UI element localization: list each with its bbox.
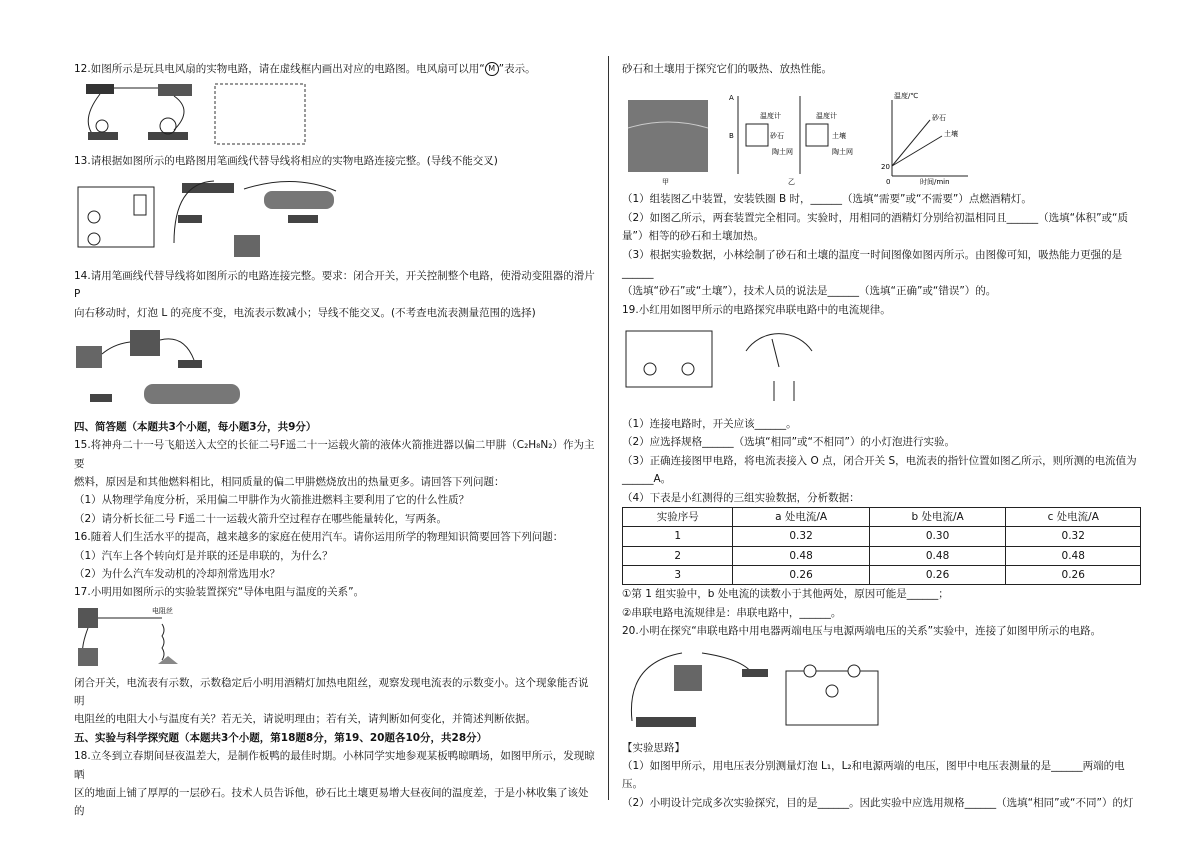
q14-figure [74,324,596,416]
fig-b-label: B [729,132,734,141]
table-cell: 0.48 [733,546,869,565]
question-17: 17.小明用如图所示的实验装置探究“导体电阻与温度的关系”。 [74,586,365,599]
question-18-3a: （3）根据实验数据，小林绘制了砂石和土壤的温度一时间图像如图丙所示。由图像可知，吸热能力更强的是______ [622,248,1123,279]
current-data-table [622,507,1141,586]
q17-figure [74,604,596,672]
question-18-2a: （2）如图乙所示，两套装置完全相同。实验时，用相同的酒精灯分别给初温相同且______（选填“体积”或“质 [622,211,1128,224]
question-20: 20.小明在探究“串联电路中用电器两端电压与电源两端电压的关系”实验中，连接了如图甲所示的电路。 [622,625,1102,638]
q12-figure [74,80,596,150]
toy-fan-circuit-image [74,80,384,150]
question-18-1: （1）组装图乙中装置，安装铁圈 B 时，______（选填“需要”或“不需要”）点燃酒精灯。 [622,193,1032,206]
pot-label-1: 陶土网 [772,148,793,157]
question-17-line1: 闭合开关，电流表有示数，示数稳定后小明用酒精灯加热电阻丝，观察发现电流表的示数变小。这个现象能否说明 [74,676,589,707]
section-5-title: 五、实验与科学探究题（本题共3个小题，第18题8分，第19、20题各10分，共28分） [74,731,488,744]
question-19-4: （4）下表是小红测得的三组实验数据，分析数据： [622,491,860,504]
question-19-note-2: ②串联电路电流规律是：串联电路中，______。 [622,606,842,619]
question-19-1: （1）连接电路时，开关应该______。 [622,418,797,430]
table-header: c 处电流/A [1006,507,1141,526]
question-20-1: （1）如图甲所示，用电压表分别测量灯泡 L₁，L₂和电源两端的电压，图甲中电压表测量的是______两端的电压。 [622,759,1125,791]
question-18-continued: 砂石和土壤用于探究它们的吸热、放热性能。 [622,63,832,75]
table-cell: 0.32 [1006,527,1141,546]
q20-circuit-images [622,643,892,737]
q13-figure [74,173,596,265]
pot-label-2: 陶土网 [832,148,853,157]
question-17-line2: 电阻丝的电阻大小与温度有关？若无关，请说明理由；若有关，请判断如何变化，并简述判断依据。 [74,713,536,726]
question-18-line1: 18.立冬到立春期间昼夜温差大，是制作板鸭的最佳时期。小林同学实地参观某板鸭晾晒场，如图甲所示，发现晾晒 [74,750,595,781]
left-column [74,60,596,821]
q19-figures [622,321,1142,413]
q19-circuit-and-ammeter [622,321,842,413]
q20-figures [622,643,1142,737]
question-18-2b: 量”）相等的砂石和土壤加热。 [622,230,764,243]
table-row [623,527,1141,546]
q17-apparatus-image [74,604,214,672]
table-cell: 3 [623,566,733,585]
graph-20-label: 20 [881,163,890,172]
table-cell: 1 [623,527,733,546]
question-14-line2: 向右移动时，灯泡 L 的亮度不变，电流表示数减小；导线不能交叉。(不考查电流表测量范围的选择) [74,306,536,319]
question-15-line2: 燃料，原因是和其他燃料相比，相同质量的偏二甲肼燃烧放出的热量更多。请回答下列问题： [74,476,505,488]
question-13: 13.请根据如图所示的电路图用笔画线代替导线将相应的实物电路连接完整。(导线不能交叉) [74,155,498,168]
q18-apparatus-and-graph [622,80,912,188]
section-4-title: 四、简答题（本题共3个小题，每小题3分，共9分） [74,420,317,433]
graph-sand-label: 砂石 [932,114,946,123]
fig-a-label: A [729,94,734,103]
question-19-3a: （3）正确连接图甲电路，将电流表接入 O 点，闭合开关 S，电流表的指针位置如图乙所示，则所测的电流值为 [622,454,1137,467]
table-header: 实验序号 [623,507,733,526]
fig-jia-label: 甲 [662,178,669,187]
question-20-2: （2）小明设计完成多次实验探究，目的是______。因此实验中应选用规格______（选填“相同”或“不同”）的灯 [622,796,1134,809]
table-cell: 0.32 [733,527,869,546]
question-15-line1: 15.将神舟二十一号飞船送入太空的长征二号F遥二十一运载火箭的液体火箭推进器以偏二甲肼（C₂H₈N₂）作为主要 [74,439,595,470]
table-cell: 0.26 [733,566,869,585]
table-cell: 0.30 [869,527,1006,546]
thermometer-label-2: 温度计 [816,112,837,121]
question-12: 12.如图所示是玩具电风扇的实物电路，请在虚线框内画出对应的电路图。电风扇可以用“ M ”表示。 [74,63,536,75]
thermometer-label-1: 温度计 [760,112,781,121]
experiment-idea-heading: 【实验思路】 [622,741,685,754]
graph-soil-label: 土壤 [944,130,958,139]
table-header-row [623,507,1141,526]
question-19: 19.小红用如图甲所示的电路探究串联电路中的电流规律。 [622,303,891,316]
fig-yi-label: 乙 [788,178,795,187]
question-15-b: （2）请分析长征二号 F遥二十一运载火箭升空过程存在哪些能量转化，写两条。 [74,512,448,525]
table-cell: 0.48 [1006,546,1141,565]
graph-y-label: 温度/℃ [894,92,919,101]
table-cell: 0.26 [869,566,1006,585]
q13-circuit-image [74,173,374,265]
question-16: 16.随着人们生活水平的提高，越来越多的家庭在使用汽车。请你运用所学的物理知识简要回答下列问题： [74,531,564,544]
question-16-a: （1）汽车上各个转向灯是并联的还是串联的，为什么？ [74,549,333,562]
right-column [622,60,1142,812]
column-divider [608,56,609,800]
graph-0-label: 0 [886,178,891,187]
question-18-line2: 区的地面上铺了厚厚的一层砂石。技术人员告诉他，砂石比土壤更易增大昼夜间的温度差，于是小林收集了该处的 [74,786,589,818]
table-cell: 2 [623,546,733,565]
question-18-3b: （选填“砂石”或“土壤”），技术人员的说法是______（选填“正确”或“错误”）的。 [622,285,997,298]
table-cell: 0.48 [869,546,1006,565]
sand-label: 砂石 [770,132,784,141]
table-row [623,546,1141,565]
motor-symbol-icon: M [485,62,499,76]
question-19-2: （2）应选择规格______（选填“相同”或“不相同”）的小灯泡进行实验。 [622,436,955,449]
question-14-line1: 14.请用笔画线代替导线将如图所示的电路连接完整。要求：闭合开关，开关控制整个电路，使滑动变阻器的滑片 P [74,269,595,301]
question-15-a: （1）从物理学角度分析，采用偏二甲肼作为火箭推进燃料主要利用了它的什么性质？ [74,494,470,507]
table-row [623,566,1141,585]
q18-figures [622,80,1142,188]
table-cell: 0.26 [1006,566,1141,585]
table-header: a 处电流/A [733,507,869,526]
graph-x-label: 时间/min [920,178,950,187]
temperature-time-graph [872,80,982,188]
q14-circuit-image [74,324,274,416]
soil-label: 土壤 [832,132,846,141]
resistance-wire-label: 电阻丝 [152,606,173,615]
table-header: b 处电流/A [869,507,1006,526]
question-19-note-1: ①第 1 组实验中，b 处电流的读数小于其他两处，原因可能是______； [622,588,949,601]
question-19-3b: ______A。 [622,473,672,486]
question-16-b: （2）为什么汽车发动机的冷却剂常选用水？ [74,567,281,580]
